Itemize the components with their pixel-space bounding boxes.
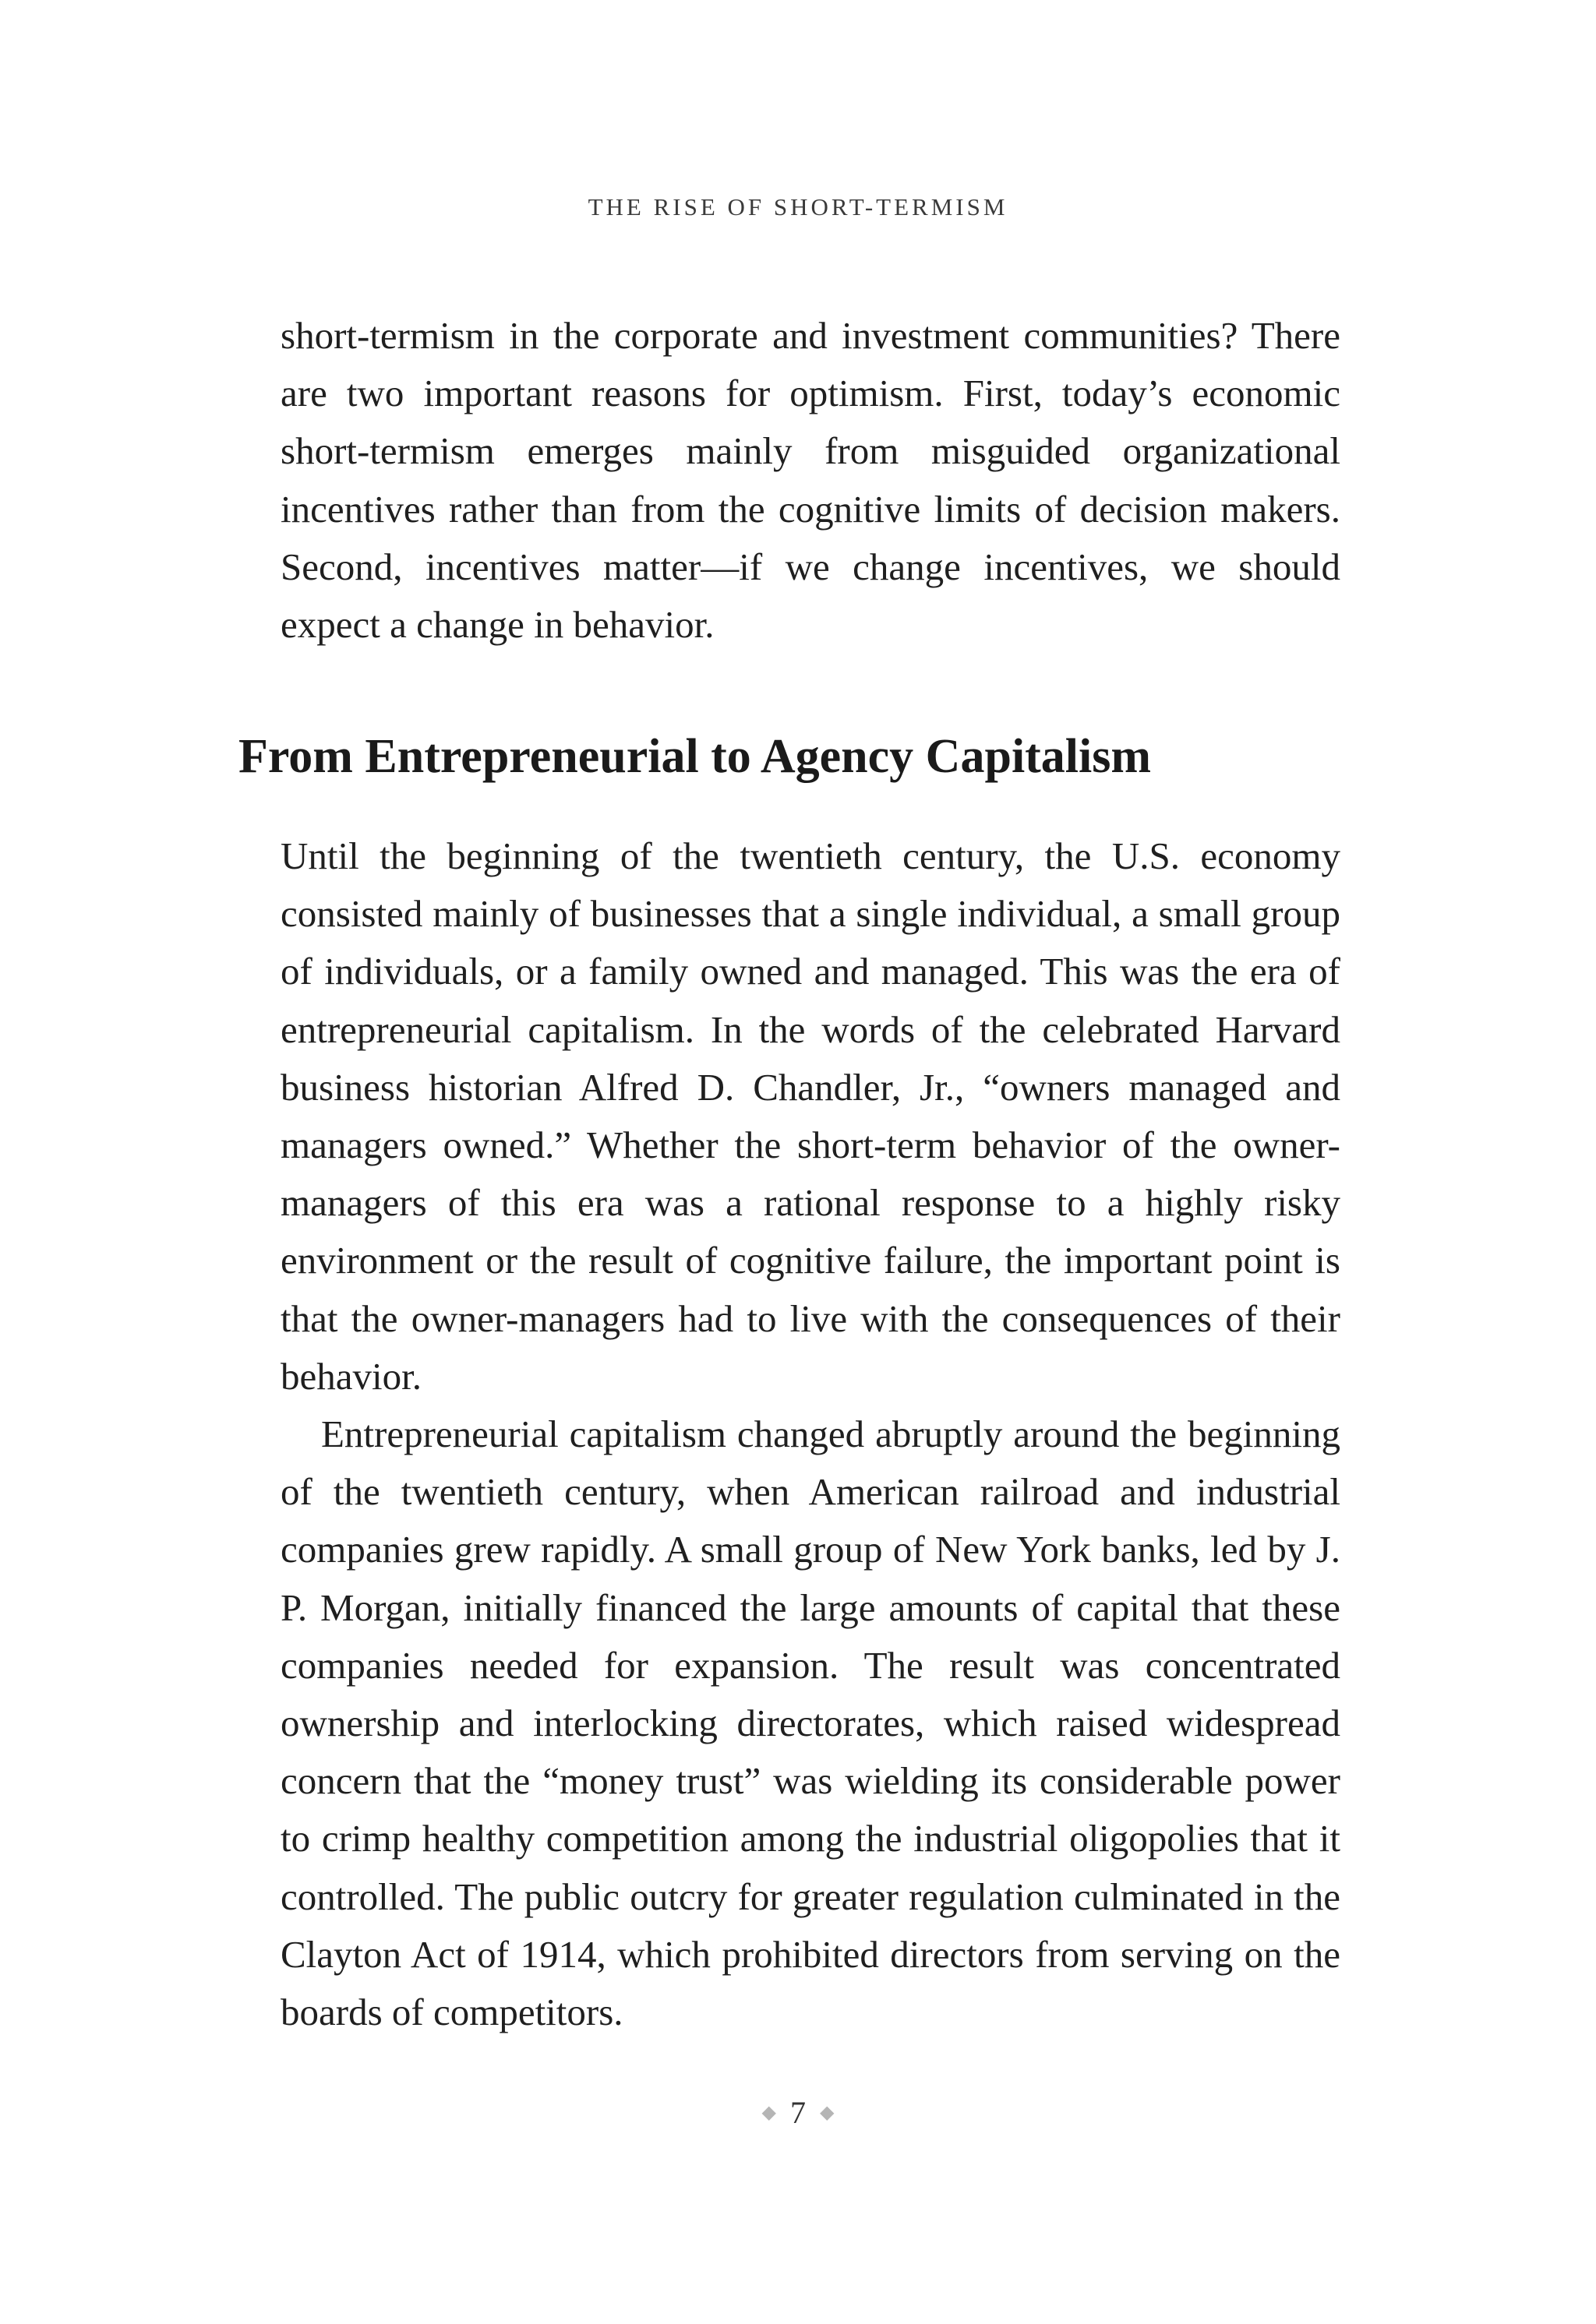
diamond-ornament-icon: ◆ — [761, 2102, 776, 2123]
text-block-section — [281, 827, 1340, 2041]
section-heading: From Entrepreneurial to Agency Capitalism — [238, 730, 1152, 783]
paragraph-intro: short-termism in the corporate and investment communities? There are two important reasons for optimism. First, today’s economic short-termism emerges mainly from misguided organizational incentives rather than from the cognitive limits of decision makers. Second, incentives matter—if we change incentives, we should expect a change in behavior. — [281, 314, 1340, 647]
diamond-ornament-icon: ◆ — [820, 2102, 835, 2123]
paragraph-entrepreneurial-era: Until the beginning of the twentieth century, the U.S. economy consisted mainly of businesses that a single individual, a small group of individuals, or a family owned and managed. This was the era of entrepreneurial capitalism. In the words of the celebrated Harvard business historian Alfred D. Chandler, Jr., “owners managed and managers owned.” Whether the short-term behavior of the owner-managers of this era was a rational response to a highly risky environment or the result of cognitive failure, the important point is that the owner-managers had to live with the consequences of their behavior. — [281, 834, 1340, 1398]
running-head: THE RISE OF SHORT-TERMISM — [588, 193, 1008, 220]
paragraph-money-trust: Entrepreneurial capitalism changed abruptly around the beginning of the twentieth century, when American railroad and industrial companies grew rapidly. A small group of New York banks, led by J. P. Morgan, initially financed the large amounts of capital that these companies needed for expansion. The result was concentrated ownership and interlocking directorates, which raised widespread concern that the “money trust” was wielding its considerable power to crimp healthy competition among the industrial oligopolies that it controlled. The public outcry for greater regulation culminated in the Clayton Act of 1914, which prohibited directors from serving on the boards of competitors. — [281, 1412, 1340, 2034]
text-block-intro — [281, 307, 1340, 654]
page-folio — [0, 2097, 1596, 2128]
page-number: 7 — [790, 2095, 806, 2130]
